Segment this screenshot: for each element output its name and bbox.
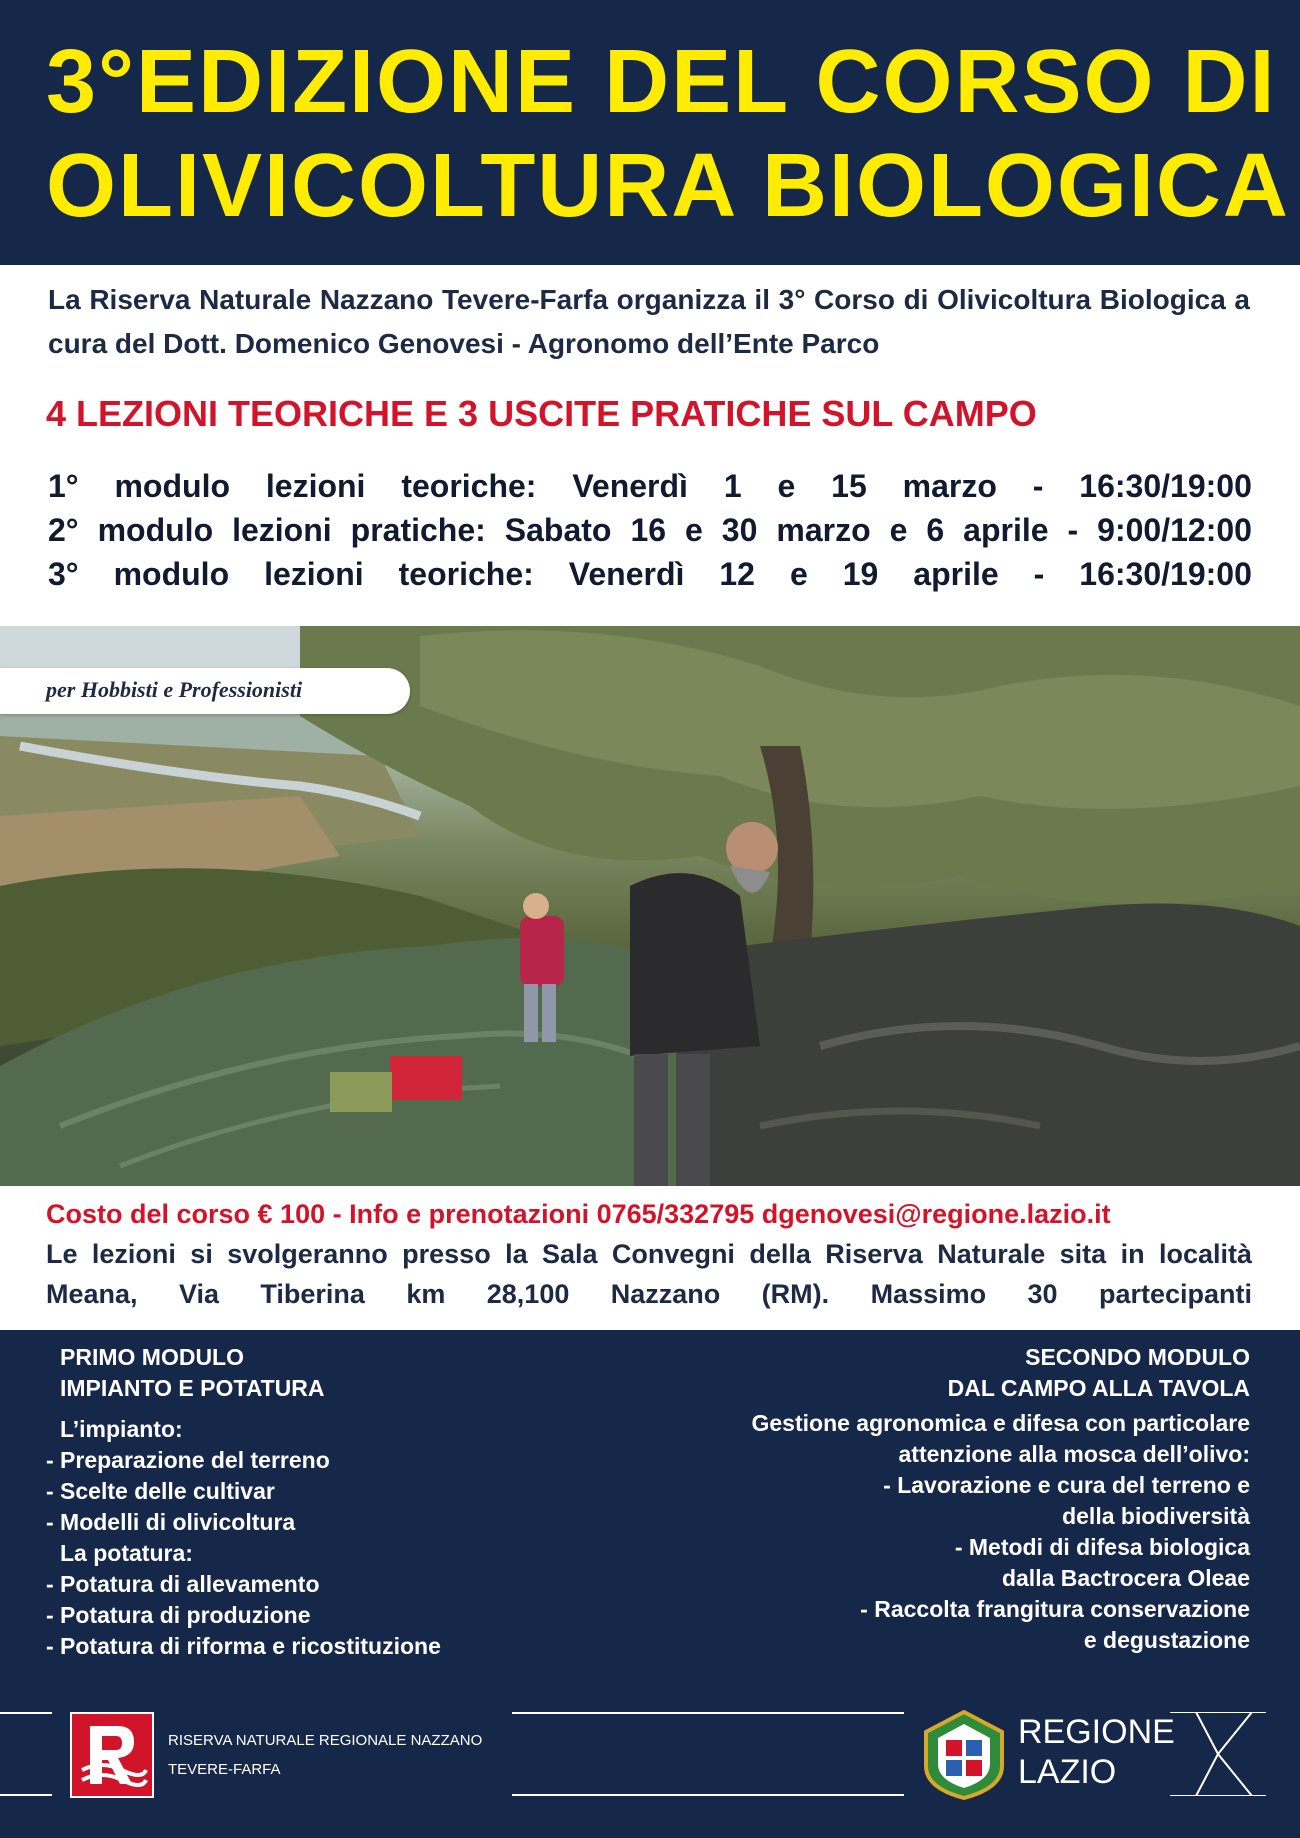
regione-arrow-icon (1170, 1712, 1266, 1796)
schedule-word: lezioni (264, 556, 364, 592)
schedule-word: modulo (113, 556, 230, 592)
lessons-highlight: 4 LEZIONI TEORICHE E 3 USCITE PRATICHE SUL CAMPO (46, 393, 1037, 434)
schedule-word: e (889, 512, 908, 548)
schedule-word: aprile (963, 512, 1049, 548)
impianto-label: L’impianto: (60, 1416, 183, 1442)
schedule-word: aprile (913, 556, 999, 592)
module-one-title: PRIMO MODULO (60, 1344, 244, 1370)
module-two-subtitle: DAL CAMPO ALLA TAVOLA (947, 1375, 1250, 1401)
list-item: - Scelte delle cultivar (46, 1478, 275, 1504)
list-item: - Raccolta frangitura conservazione (860, 1596, 1250, 1622)
module-one (46, 1342, 646, 1662)
list-item: - Metodi di difesa biologica (954, 1534, 1250, 1560)
regione-line1: REGIONE (1018, 1713, 1175, 1751)
riserva-name (168, 1726, 482, 1784)
schedule-word: lezioni (265, 468, 366, 504)
potatura-label: La potatura: (60, 1540, 193, 1566)
schedule-word: lezioni (232, 512, 332, 548)
schedule-word: Sabato (504, 512, 612, 548)
schedule-word: 19 (842, 556, 879, 592)
cost-and-contacts: Costo del corso € 100 - Info e prenotazioni 0765/332795 dgenovesi@regione.lazio.it (46, 1199, 1111, 1229)
schedule-word: marzo (902, 468, 997, 504)
schedule-word: 15 (831, 468, 867, 504)
list-item: - Potatura di allevamento (46, 1571, 320, 1597)
schedule-word: e (685, 512, 703, 548)
riserva-logo (70, 1712, 154, 1798)
schedule-word: Venerdì (572, 468, 688, 504)
schedule-word: 16 (630, 512, 667, 548)
footer-divider (512, 1794, 904, 1796)
header-banner (0, 0, 1300, 265)
intro-text: La Riserva Naturale Nazzano Tevere-Farfa organizza il 3° Corso di Olivicoltura Biologica a cura del Dott. Domenico Genovesi - Agronomo dell’Ente Parco (48, 284, 1250, 359)
schedule-word: e (789, 556, 808, 592)
schedule-word: 12 (719, 556, 755, 592)
schedule-word: e (777, 468, 796, 504)
schedule-row (48, 552, 1252, 596)
list-item: e degustazione (1083, 1627, 1250, 1653)
schedule-word: 2° (48, 512, 79, 548)
list-item: dalla Bactrocera Oleae (1001, 1565, 1250, 1591)
schedule-word: - (1033, 556, 1045, 592)
schedule-word: 1 (723, 468, 742, 504)
location-text: Le lezioni si svolgeranno presso la Sala Convegni della Riserva Naturale sita in località Meana, Via Tiberina km 28,100 Nazzano (RM). Massimo 30 partecipanti (46, 1239, 1252, 1309)
riserva-name-line2: TEVERE-FARFA (168, 1761, 281, 1778)
module-two (610, 1342, 1250, 1656)
schedule-word: 16:30/19:00 (1079, 468, 1252, 504)
list-item: - Potatura di riforma e ricostituzione (46, 1633, 441, 1659)
module-two-title: SECONDO MODULO (1025, 1344, 1250, 1370)
list-item: - Lavorazione e cura del terreno e (883, 1472, 1250, 1498)
schedule-word: 16:30/19:00 (1079, 556, 1252, 592)
schedule-word: modulo (114, 468, 230, 504)
modules-panel (0, 1330, 1300, 1838)
schedule-word: Venerdì (568, 556, 685, 592)
schedule-word: teoriche: (398, 556, 534, 592)
title-line-2: OLIVICOLTURA BIOLOGICA (46, 136, 1290, 236)
schedule-word: 1° (48, 468, 79, 504)
schedule (48, 464, 1252, 596)
schedule-word: pratiche: (350, 512, 486, 548)
riserva-logo-icon (72, 1714, 152, 1796)
schedule-word: modulo (97, 512, 214, 548)
schedule-word: marzo (776, 512, 871, 548)
footer-divider (0, 1712, 52, 1714)
audience-badge-text: per Hobbisti e Professionisti (46, 677, 303, 702)
schedule-word: teoriche: (401, 468, 537, 504)
footer-divider (0, 1794, 52, 1796)
schedule-word: - (1032, 468, 1044, 504)
list-item: - Potatura di produzione (46, 1602, 311, 1628)
schedule-row (48, 508, 1252, 552)
module-one-subtitle: IMPIANTO E POTATURA (60, 1375, 325, 1401)
schedule-word: - (1067, 512, 1079, 548)
olive-harvest-photo (0, 626, 1300, 1186)
list-item: Gestione agronomica e difesa con particolare (751, 1410, 1250, 1436)
list-item: della biodiversità (1062, 1503, 1250, 1529)
schedule-word: 3° (48, 556, 79, 592)
regione-lazio-wordmark (1018, 1712, 1175, 1792)
schedule-row (48, 464, 1252, 508)
audience-badge (0, 668, 410, 714)
riserva-name-line1: RISERVA NATURALE REGIONALE NAZZANO (168, 1732, 483, 1749)
schedule-word: 30 (721, 512, 758, 548)
footer-divider (512, 1712, 904, 1714)
regione-lazio-crest-icon (922, 1710, 1006, 1800)
regione-line2: LAZIO (1018, 1753, 1117, 1791)
list-item: - Modelli di olivicoltura (46, 1509, 296, 1535)
list-item: attenzione alla mosca dell’olivo: (898, 1441, 1250, 1467)
schedule-word: 6 (926, 512, 945, 548)
title-line-1: 3°EDIZIONE DEL CORSO DI (46, 32, 1277, 132)
list-item: - Preparazione del terreno (46, 1447, 330, 1473)
schedule-word: 9:00/12:00 (1097, 512, 1252, 548)
